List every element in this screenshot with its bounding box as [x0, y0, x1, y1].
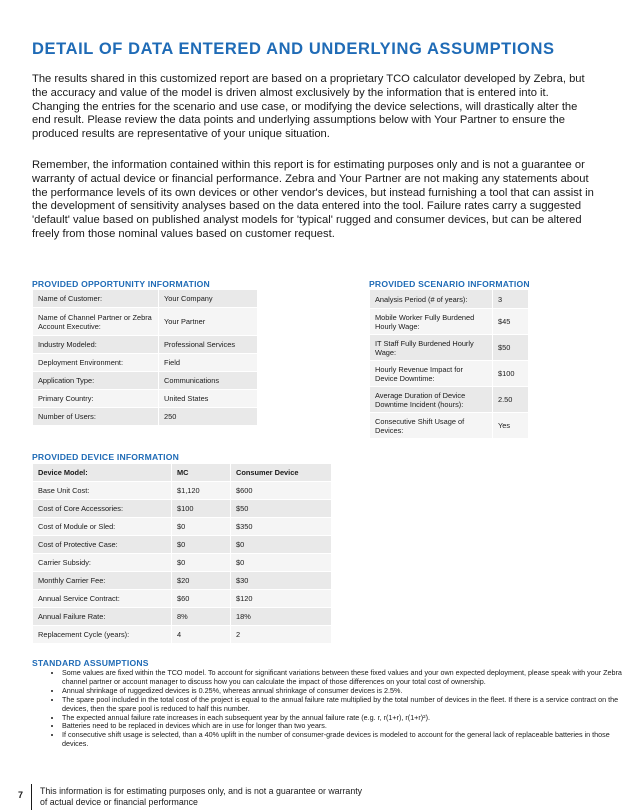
list-item: • If consecutive shift usage is selected, than a 40% uplift in the number of consumer-grade devices is modeled to account for the general lack of replaceable batteries in those devices.	[62, 731, 622, 749]
row-label: IT Staff Fully Burdened Hourly Wage:	[370, 335, 493, 361]
standard-assumptions-heading: STANDARD ASSUMPTIONS	[32, 658, 149, 668]
list-item: • Batteries need to be replaced in devices which are in use for longer than two years.	[62, 722, 622, 731]
mc-value: 8%	[172, 608, 231, 626]
row-value: Your Partner	[159, 308, 258, 336]
mc-value: $1,120	[172, 482, 231, 500]
footer-disclaimer: This information is for estimating purposes only, and is not a guarantee or warranty of actual device or financial performance	[40, 786, 363, 807]
row-label: Application Type:	[33, 372, 159, 390]
opportunity-heading: PROVIDED OPPORTUNITY INFORMATION	[32, 279, 210, 289]
row-value: Professional Services	[159, 336, 258, 354]
scenario-heading: PROVIDED SCENARIO INFORMATION	[369, 279, 530, 289]
table-row	[33, 536, 332, 554]
mc-value: $0	[172, 554, 231, 572]
table-row	[370, 290, 529, 309]
row-label: Consecutive Shift Usage of Devices:	[370, 413, 493, 439]
row-value: 250	[159, 408, 258, 426]
row-label: Annual Failure Rate:	[33, 608, 172, 626]
opportunity-table	[32, 289, 258, 426]
list-item: • The spare pool included in the total cost of the project is equal to the annual failure rate multiplied by the total number of devices in the fleet. If there is a service contract on the devices, then the spare pool is reduced to half this number.	[62, 696, 622, 714]
row-label: Deployment Environment:	[33, 354, 159, 372]
consumer-value: 18%	[231, 608, 332, 626]
row-value: $50	[493, 335, 529, 361]
table-row	[33, 290, 258, 308]
table-row	[370, 309, 529, 335]
device-table	[32, 463, 332, 644]
list-item: • The expected annual failure rate increases in each subsequent year by the annual failure rate (e.g. r, r(1+r), r(1+r)²).	[62, 714, 622, 723]
intro-paragraph: The results shared in this customized report are based on a proprietary TCO calculator developed by Zebra, but the accuracy and value of the model is driven almost exclusively by the information that is entered into it. Changing the entries for the scenario and use case, or modifying the device selections, will drastically alter the end result. Please review the data points and underlying assumptions below with Your Partner to ensure the produced results are representative of your unique situation.	[32, 73, 585, 141]
consumer-value: $0	[231, 536, 332, 554]
page-number: 7	[18, 790, 24, 800]
table-row	[33, 372, 258, 390]
consumer-value: $600	[231, 482, 332, 500]
row-label: Average Duration of Device Downtime Incident (hours):	[370, 387, 493, 413]
device-heading: PROVIDED DEVICE INFORMATION	[32, 452, 180, 462]
table-row	[370, 335, 529, 361]
mc-value: $100	[172, 500, 231, 518]
page-title: DETAIL OF DATA ENTERED AND UNDERLYING ASSUMPTIONS	[32, 40, 555, 58]
table-row	[33, 626, 332, 644]
row-label: Analysis Period (# of years):	[370, 290, 493, 309]
mc-value: $60	[172, 590, 231, 608]
row-value: $100	[493, 361, 529, 387]
row-label: Carrier Subsidy:	[33, 554, 172, 572]
row-value: 2.50	[493, 387, 529, 413]
table-row	[33, 354, 258, 372]
row-label: Base Unit Cost:	[33, 482, 172, 500]
mc-value: $0	[172, 536, 231, 554]
row-label: Cost of Core Accessories:	[33, 500, 172, 518]
row-label: Replacement Cycle (years):	[33, 626, 172, 644]
row-value: Your Company	[159, 290, 258, 308]
consumer-value: $30	[231, 572, 332, 590]
row-label: Number of Users:	[33, 408, 159, 426]
table-row	[33, 572, 332, 590]
scenario-table	[369, 289, 529, 439]
footer-divider	[31, 784, 32, 810]
row-value: Field	[159, 354, 258, 372]
mc-value: $20	[172, 572, 231, 590]
row-label: Name of Customer:	[33, 290, 159, 308]
disclaimer-paragraph: Remember, the information contained within this report is for estimating purposes only and is not a guarantee or warranty of actual device or financial performance. Zebra and Your Partner are not making any statements about the performance levels of its own devices or other vendor's devices, but instead furnishing a tool that can assist in the development of sensitivity analyses based on the data entered into the tool. Failure rates carry a suggested 'default' value based on published analyst models for 'typical' rugged and consumer devices, but can be altered freely from those nominal values based on customer request.	[32, 159, 594, 240]
column-header: MC	[172, 464, 231, 482]
row-label: Cost of Protective Case:	[33, 536, 172, 554]
table-row	[33, 308, 258, 336]
consumer-value: 2	[231, 626, 332, 644]
row-value: $45	[493, 309, 529, 335]
table-row	[33, 608, 332, 626]
column-header: Device Model:	[33, 464, 172, 482]
table-row	[33, 408, 258, 426]
column-header: Consumer Device	[231, 464, 332, 482]
table-row	[33, 554, 332, 572]
table-row	[370, 387, 529, 413]
table-row	[33, 590, 332, 608]
list-item: • Some values are fixed within the TCO model. To account for significant variations between these fixed values and your own expected deployment, please speak with your Zebra channel partner or account manager to discuss how you can calculate the impact of those differences on your total cost of ownership.	[62, 669, 622, 687]
row-label: Cost of Module or Sled:	[33, 518, 172, 536]
row-label: Monthly Carrier Fee:	[33, 572, 172, 590]
consumer-value: $350	[231, 518, 332, 536]
row-label: Hourly Revenue Impact for Device Downtime:	[370, 361, 493, 387]
table-row	[33, 500, 332, 518]
row-label: Mobile Worker Fully Burdened Hourly Wage:	[370, 309, 493, 335]
consumer-value: $50	[231, 500, 332, 518]
standard-assumptions-list	[36, 669, 622, 749]
row-label: Name of Channel Partner or Zebra Account Executive:	[33, 308, 159, 336]
row-label: Annual Service Contract:	[33, 590, 172, 608]
mc-value: 4	[172, 626, 231, 644]
row-value: 3	[493, 290, 529, 309]
consumer-value: $120	[231, 590, 332, 608]
table-row	[33, 518, 332, 536]
row-value: Yes	[493, 413, 529, 439]
row-label: Industry Modeled:	[33, 336, 159, 354]
row-value: Communications	[159, 372, 258, 390]
row-label: Primary Country:	[33, 390, 159, 408]
consumer-value: $0	[231, 554, 332, 572]
row-value: United States	[159, 390, 258, 408]
table-row	[370, 413, 529, 439]
table-row	[33, 336, 258, 354]
table-header-row	[33, 464, 332, 482]
table-row	[33, 390, 258, 408]
list-item: • Annual shrinkage of ruggedized devices is 0.25%, whereas annual shrinkage of consumer devices is 2.5%.	[62, 687, 622, 696]
table-row	[370, 361, 529, 387]
mc-value: $0	[172, 518, 231, 536]
table-row	[33, 482, 332, 500]
